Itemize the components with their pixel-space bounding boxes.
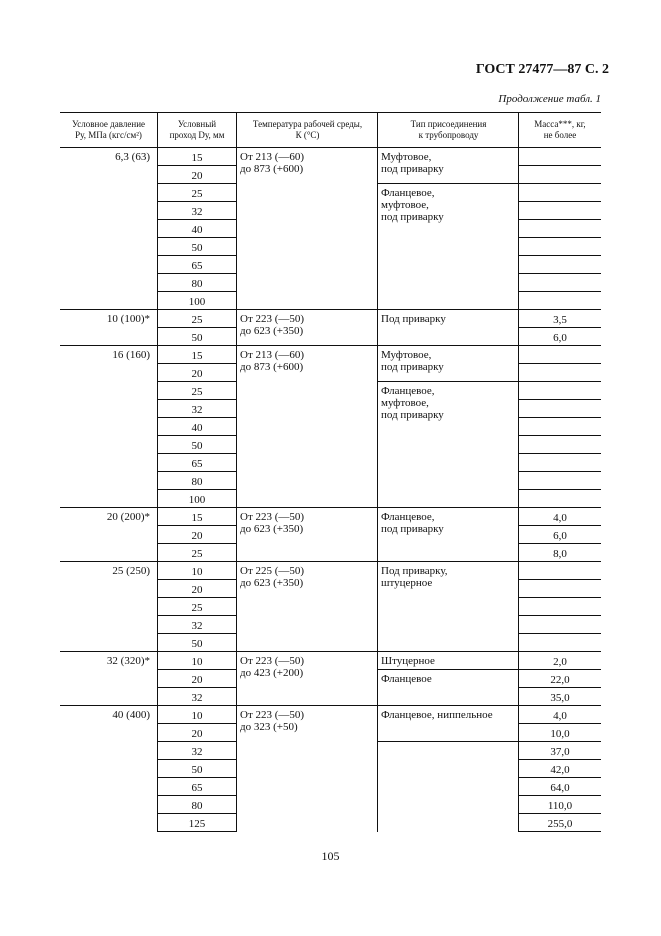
header-mass: Масса***, кг, не более [519, 113, 602, 148]
mass-cell [519, 436, 602, 454]
mass-cell [519, 274, 602, 292]
diameter-cell: 80 [158, 796, 237, 814]
table-row [60, 346, 601, 364]
diameter-cell: 20 [158, 166, 237, 184]
diameter-cell: 50 [158, 634, 237, 652]
table-header-row [60, 113, 601, 148]
temperature-cell: От 223 (—50) до 623 (+350) [237, 310, 378, 346]
header-temperature: Температура рабочей среды, К (°С) [237, 113, 378, 148]
header-diameter: Условный проход Dу, мм [158, 113, 237, 148]
mass-cell: 4,0 [519, 706, 602, 724]
diameter-cell: 32 [158, 202, 237, 220]
mass-cell [519, 400, 602, 418]
table-row [60, 508, 601, 526]
diameter-cell: 80 [158, 274, 237, 292]
diameter-cell: 20 [158, 580, 237, 598]
diameter-cell: 40 [158, 220, 237, 238]
connection-type-cell: Под приварку, штуцерное [378, 562, 519, 652]
pressure-cell: 10 (100)* [60, 310, 158, 346]
mass-cell [519, 166, 602, 184]
connection-type-cell: Фланцевое, под приварку [378, 508, 519, 562]
table-row [60, 148, 601, 166]
diameter-cell: 65 [158, 454, 237, 472]
page-number: 105 [321, 849, 340, 863]
table-row [60, 652, 601, 670]
header-connection: Тип присоединения к трубопроводу [378, 113, 519, 148]
diameter-cell: 15 [158, 346, 237, 364]
mass-cell: 6,0 [519, 526, 602, 544]
mass-cell [519, 256, 602, 274]
diameter-cell: 80 [158, 472, 237, 490]
mass-cell [519, 562, 602, 580]
mass-cell [519, 220, 602, 238]
diameter-cell: 100 [158, 490, 237, 508]
diameter-cell: 20 [158, 724, 237, 742]
diameter-cell: 50 [158, 328, 237, 346]
temperature-cell: От 223 (—50) до 623 (+350) [237, 508, 378, 562]
diameter-cell: 20 [158, 526, 237, 544]
temperature-cell: От 213 (—60) до 873 (+600) [237, 148, 378, 310]
mass-cell [519, 472, 602, 490]
mass-cell: 64,0 [519, 778, 602, 796]
mass-cell: 10,0 [519, 724, 602, 742]
diameter-cell: 25 [158, 544, 237, 562]
diameter-cell: 50 [158, 238, 237, 256]
diameter-cell: 10 [158, 562, 237, 580]
document-title: ГОСТ 27477—87 С. 2 [475, 62, 609, 77]
temperature-cell: От 223 (—50) до 423 (+200) [237, 652, 378, 706]
mass-cell: 42,0 [519, 760, 602, 778]
mass-cell: 4,0 [519, 508, 602, 526]
header-pressure: Условное давление Pу, МПа (кгс/см²) [60, 113, 158, 148]
mass-cell: 6,0 [519, 328, 602, 346]
mass-cell [519, 382, 602, 400]
diameter-cell: 32 [158, 688, 237, 706]
connection-type-cell: Муфтовое, под приварку [378, 346, 519, 382]
mass-cell: 37,0 [519, 742, 602, 760]
connection-type-cell: Штуцерное [378, 652, 519, 670]
mass-cell [519, 364, 602, 382]
pressure-cell: 32 (320)* [60, 652, 158, 706]
pressure-cell: 6,3 (63) [60, 148, 158, 310]
specification-table [60, 112, 601, 832]
diameter-cell: 125 [158, 814, 237, 832]
mass-cell [519, 418, 602, 436]
mass-cell [519, 292, 602, 310]
mass-cell: 35,0 [519, 688, 602, 706]
mass-cell [519, 598, 602, 616]
connection-type-cell: Фланцевое, ниппельное [378, 706, 519, 742]
diameter-cell: 10 [158, 652, 237, 670]
mass-cell: 110,0 [519, 796, 602, 814]
connection-type-cell: Фланцевое, муфтовое, под приварку [378, 184, 519, 310]
temperature-cell: От 213 (—60) до 873 (+600) [237, 346, 378, 508]
table-row [60, 310, 601, 328]
diameter-cell: 25 [158, 184, 237, 202]
temperature-cell: От 225 (—50) до 623 (+350) [237, 562, 378, 652]
diameter-cell: 65 [158, 256, 237, 274]
diameter-cell: 20 [158, 670, 237, 688]
mass-cell [519, 238, 602, 256]
connection-type-cell: Фланцевое [378, 670, 519, 706]
diameter-cell: 32 [158, 400, 237, 418]
mass-cell: 8,0 [519, 544, 602, 562]
diameter-cell: 25 [158, 598, 237, 616]
mass-cell: 2,0 [519, 652, 602, 670]
pressure-cell: 40 (400) [60, 706, 158, 832]
diameter-cell: 10 [158, 706, 237, 724]
diameter-cell: 25 [158, 310, 237, 328]
connection-type-cell: Под приварку [378, 310, 519, 346]
table-row [60, 706, 601, 724]
diameter-cell: 15 [158, 148, 237, 166]
diameter-cell: 50 [158, 760, 237, 778]
mass-cell [519, 202, 602, 220]
mass-cell [519, 580, 602, 598]
diameter-cell: 50 [158, 436, 237, 454]
diameter-cell: 40 [158, 418, 237, 436]
mass-cell [519, 490, 602, 508]
mass-cell [519, 454, 602, 472]
table-row [60, 562, 601, 580]
mass-cell [519, 346, 602, 364]
pressure-cell: 25 (250) [60, 562, 158, 652]
diameter-cell: 65 [158, 778, 237, 796]
connection-type-cell [378, 742, 519, 832]
connection-type-cell: Фланцевое, муфтовое, под приварку [378, 382, 519, 508]
mass-cell: 22,0 [519, 670, 602, 688]
diameter-cell: 25 [158, 382, 237, 400]
diameter-cell: 15 [158, 508, 237, 526]
mass-cell: 3,5 [519, 310, 602, 328]
mass-cell [519, 148, 602, 166]
diameter-cell: 20 [158, 364, 237, 382]
mass-cell: 255,0 [519, 814, 602, 832]
mass-cell [519, 184, 602, 202]
pressure-cell: 20 (200)* [60, 508, 158, 562]
temperature-cell: От 223 (—50) до 323 (+50) [237, 706, 378, 832]
diameter-cell: 100 [158, 292, 237, 310]
mass-cell [519, 634, 602, 652]
connection-type-cell: Муфтовое, под приварку [378, 148, 519, 184]
mass-cell [519, 616, 602, 634]
pressure-cell: 16 (160) [60, 346, 158, 508]
diameter-cell: 32 [158, 616, 237, 634]
diameter-cell: 32 [158, 742, 237, 760]
table-continuation-note: Продолжение табл. 1 [498, 93, 601, 105]
